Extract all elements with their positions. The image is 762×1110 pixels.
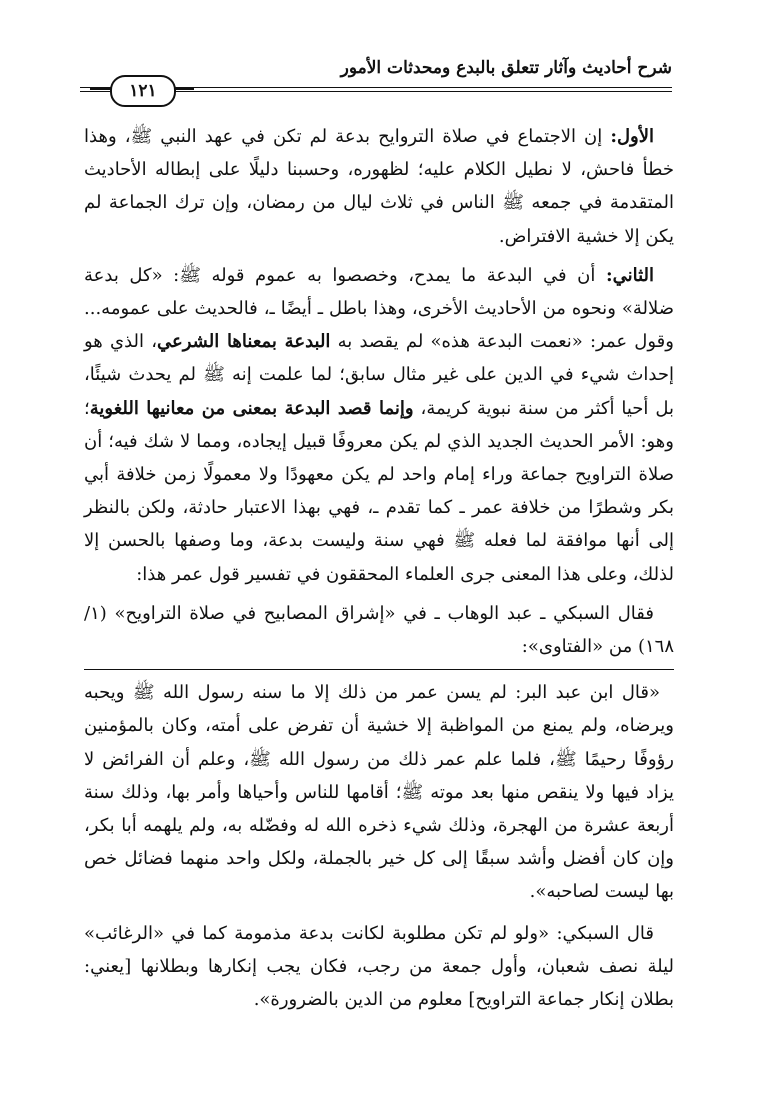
second-point-text-2: ، الذي هو إحداث شيء في الدين على غير مثال سابق؛ لما علمت إنه ﷺ لم يحدث شيئًا، بل أحيا أكثر من سنة نبوية كريمة،: [84, 331, 674, 419]
paragraph-subki-conclusion: [84, 917, 674, 1017]
second-point-bold-2: وإنما قصد البدعة بمعنى من معانيها اللغوية: [89, 397, 414, 419]
subki-intro-text: فقال السبكي ـ عبد الوهاب ـ في «إشراق المصابيح في صلاة التراويح» (١/ ١٦٨) من «الفتاوى»:: [84, 602, 674, 658]
subki-conclusion-text: قال السبكي: «ولو لم تكن مطلوبة لكانت بدعة مذمومة كما في «الرغائب» ليلة نصف شعبان، وأول جمعة من رجب، فكان يجب إنكارها وبطلانها [يعني: بطلان إنكار جماعة التراويح] معلوم من الدين بالضرورة».: [84, 922, 674, 1011]
first-point-label: الأول:: [610, 126, 654, 147]
second-point-text-3: ؛ وهو: الأمر الحديث الجديد الذي لم يكن معروفًا قبيل إيجاده، ومما لا شك فيه؛ أن صلاة التراويح جماعة وراء إمام واحد لم يكن معهودًا ولا معمولًا زمن خلافة أبي بكر وشطرًا من خلافة عمر ـ كما تقدم ـ، فهي بهذا الاعتبار حادثة، ولكن بالنظر إلى أنها موافقة لما فعله ﷺ فهي سنة وليست بدعة، وما وصفها بالحسن إلا لذلك، وعلى هذا المعنى جرى العلماء المحققون في تفسير قول عمر هذا:: [84, 397, 674, 585]
paragraph-first-point: [84, 120, 674, 253]
paragraph-second-point: [84, 259, 674, 591]
paragraph-ibn-abd-al-barr-quote: [84, 676, 674, 908]
page-number-ornament-left: [90, 88, 112, 90]
first-point-text: إن الاجتماع في صلاة التروايح بدعة لم تكن في عهد النبي ﷺ، وهذا خطأ فاحش، لا نطيل الكلام عليه؛ لظهوره، وحسبنا دليلًا على إبطاله الأحاديث المتقدمة في جمعه ﷺ الناس في ثلاث ليال من رمضان، وإن ترك الجماعة لم يكن إلا خشية الافتراض.: [84, 126, 674, 247]
second-point-bold-1: البدعة بمعناها الشرعي: [157, 331, 331, 353]
paragraph-subki-intro: [84, 597, 674, 663]
running-title: شرح أحاديث وآثار تتعلق بالبدع ومحدثات الأمور: [340, 58, 672, 78]
page-body: [84, 120, 674, 1022]
second-point-label: الثاني:: [605, 264, 654, 286]
page-number: ١٢١: [110, 75, 176, 107]
quote-text: «قال ابن عبد البر: لم يسن عمر من ذلك إلا ما سنه رسول الله ﷺ ويحبه ويرضاه، ولم يمنع من المواظبة إلا خشية أن تفرض على أمته، وكان بالمؤمنين رؤوفًا رحيمًا ﷺ، فلما علم عمر ذلك من رسول الله ﷺ، وعلم أن الفرائض لا يزاد فيها ولا ينقص منها بعد موته ﷺ؛ أقامها للناس وأحياها وأمر بها، وذلك سنة أربعة عشرة من الهجرة، وذلك شيء ذخره الله له وفضّله به، ولم يلهمه أبا بكر، وإن كان أفضل وأشد سبقًا إلى كل خير بالجملة، ولكل واحد منهما فضائل خص بها ليست لصاحبه».: [84, 682, 674, 903]
second-point-text-1: أن في البدعة ما يمدح، وخصصوا به عموم قوله ﷺ: «كل بدعة ضلالة» ونحوه من الأحاديث الأخرى، وهذا باطل ـ أيضًا ـ، فالحديث على عمومه... وقول عمر: «نعمت البدعة هذه» لم يقصد به: [84, 264, 674, 353]
quotation-block: [84, 669, 674, 908]
